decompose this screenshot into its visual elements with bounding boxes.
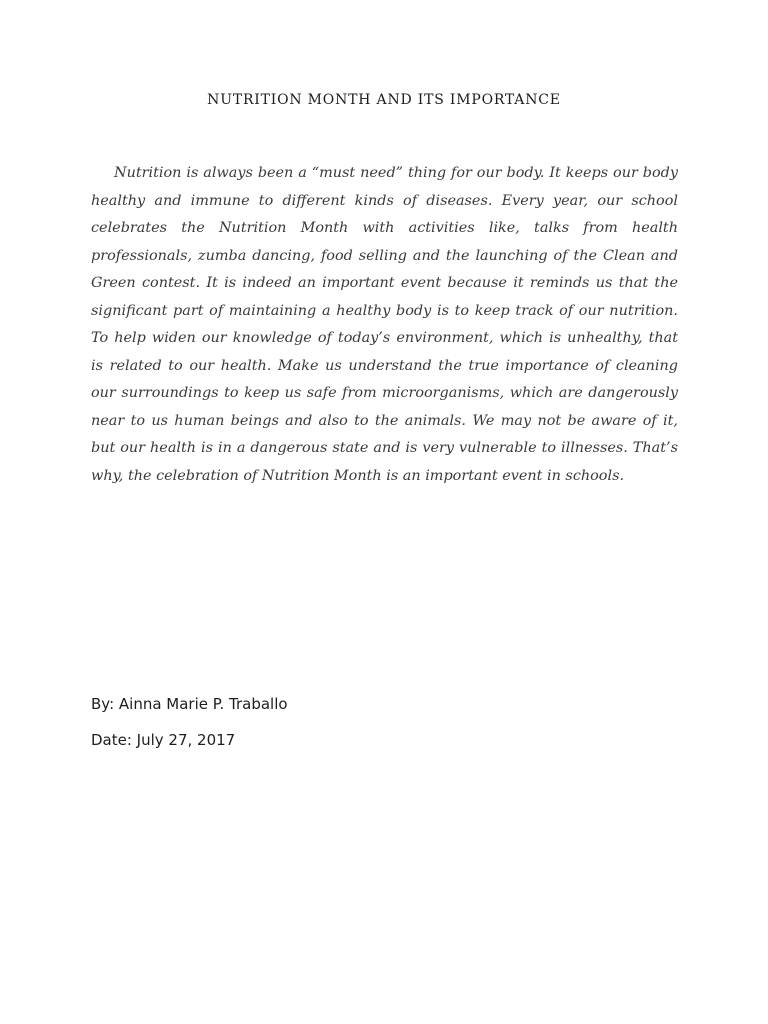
author-line: By: Ainna Marie P. Traballo <box>91 695 288 713</box>
essay-paragraph: Nutrition is always been a “must need” thing for our body. It keeps our body healthy and immune to different kinds of diseases. Every year, our school celebrates the Nutrition Month with activities like, talks from health professionals, zumba dancing, food selling and the launching of the Clean and Green contest. It is indeed an important event because it reminds us that the significant part of maintaining a healthy body is to keep track of our nutrition. To help widen our knowledge of today’s environment, which is unhealthy, that is related to our health. Make us understand the true importance of cleaning our surroundings to keep us safe from microorganisms, which are dangerously near to us human beings and also to the animals. We may not be aware of it, but our health is in a dangerous state and is very vulnerable to illnesses. That’s why, the celebration of Nutrition Month is an important event in schools. <box>91 165 678 484</box>
document-title: NUTRITION MONTH AND ITS IMPORTANCE <box>207 92 561 108</box>
date-line: Date: July 27, 2017 <box>91 731 236 749</box>
